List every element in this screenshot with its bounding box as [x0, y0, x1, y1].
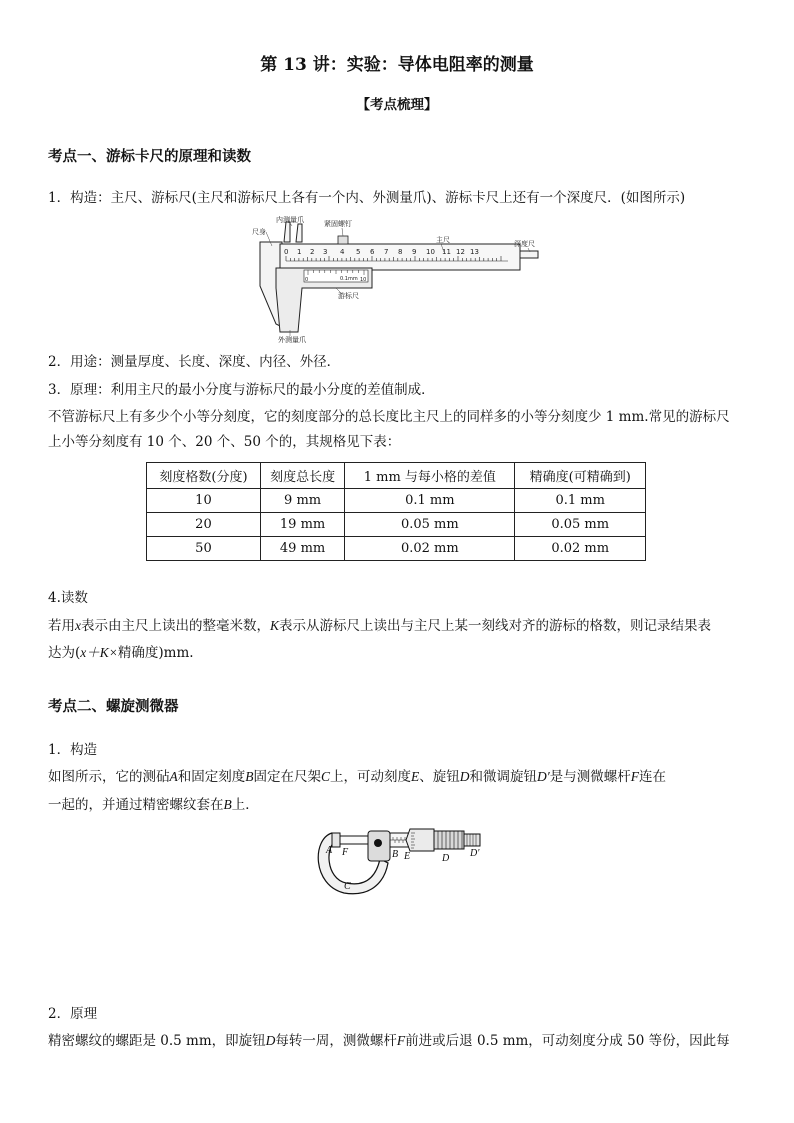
main-tick-label: 8 [398, 248, 403, 256]
depth-gauge-label: 深度尺 [514, 240, 535, 248]
table-cell: 0.1 mm [345, 489, 515, 513]
lock-knob-shape [374, 839, 382, 847]
precision-label: 0.1mm [340, 276, 358, 282]
main-tick-label: 12 [456, 248, 465, 256]
table-row [147, 537, 646, 561]
micrometer-principle-heading: 2．原理 [48, 1006, 98, 1022]
page-subtitle: 【考点梳理】 [356, 97, 438, 113]
construction-paragraph: 1．构造：主尺、游标尺(主尺和游标尺上各有一个内、外测量爪)、游标卡尺上还有一个深度尺．(如图所示) [48, 190, 686, 206]
outer-jaw-label: 外测量爪 [278, 336, 306, 344]
var-c: C [321, 769, 331, 784]
text-segment: 达为( [48, 645, 81, 661]
anvil-shape [332, 833, 340, 847]
vernier-spec-table [146, 462, 646, 561]
var-a: A [169, 769, 178, 784]
ratchet-shape [464, 834, 480, 846]
label-e: E [404, 851, 411, 862]
vernier-tick-label: 0 [305, 277, 309, 283]
table-cell: 0.02 mm [345, 537, 515, 561]
section2-heading: 考点二、螺旋测微器 [48, 698, 179, 715]
main-tick-label: 3 [323, 248, 328, 256]
table-cell: 9 mm [260, 489, 344, 513]
text-segment: 上，可动刻度 [330, 769, 412, 785]
text-segment: 表示从游标尺上读出与主尺上某一刻线对齐的游标的格数，则记录结果表 [279, 618, 712, 634]
micrometer-construction-line2 [48, 795, 259, 815]
inner-jaw-label: 内测量爪 [276, 216, 304, 224]
text-segment: 和固定刻度 [177, 769, 246, 785]
principle-detail-line2: 上小等分刻度有 10 个、20 个、50 个的，其规格见下表： [48, 434, 401, 450]
lock-screw-shape [338, 236, 348, 244]
vernier-tick-label: 10 [360, 277, 367, 283]
label-f: F [342, 847, 349, 858]
text-segment: 、旋钮 [419, 769, 460, 785]
main-tick-label: 1 [297, 248, 302, 256]
lock-screw-label: 紧固螺钉 [324, 220, 352, 228]
table-cell: 10 [147, 489, 261, 513]
text-segment: 连在 [638, 769, 666, 785]
table-cell: 0.05 mm [515, 513, 646, 537]
micrometer-principle-line1 [48, 1031, 730, 1051]
text-segment: 若用 [48, 618, 75, 634]
reading-line1 [48, 616, 711, 636]
micrometer-construction-heading: 1．构造 [48, 742, 98, 758]
reading-line2 [48, 643, 194, 663]
table-cell: 0.02 mm [515, 537, 646, 561]
var-d-prime: D′ [537, 769, 550, 784]
label-b: B [392, 849, 399, 860]
table-cell: 50 [147, 537, 261, 561]
var-d: D [459, 769, 470, 784]
main-tick-label: 10 [426, 248, 435, 256]
text-segment: 上． [231, 797, 259, 813]
text-segment: 如图所示，它的测砧 [48, 769, 170, 785]
micrometer-figure [310, 825, 490, 899]
table-cell: 49 mm [260, 537, 344, 561]
micrometer-construction-line1 [48, 767, 666, 787]
usage-paragraph: 2．用途：测量厚度、长度、深度、内径、外径． [48, 354, 341, 370]
main-tick-label: 4 [340, 248, 345, 256]
table-cell: 0.1 mm [515, 489, 646, 513]
main-tick-label: 6 [370, 248, 375, 256]
var-b: B [245, 769, 254, 784]
vernier-caliper-figure [246, 214, 548, 344]
page-title: 第 13 讲：实验：导体电阻率的测量 [260, 55, 534, 75]
inner-jaw-shape [284, 222, 290, 242]
var-b: B [223, 797, 232, 812]
thimble-shape [406, 829, 434, 851]
table-header-cell: 精确度(可精确到) [515, 463, 646, 489]
principle-paragraph: 3．原理：利用主尺的最小分度与游标尺的最小分度的差值制成． [48, 382, 435, 398]
main-tick-label: 2 [310, 248, 315, 256]
main-tick-label: 5 [356, 248, 361, 256]
principle-detail-line1: 不管游标尺上有多少个小等分刻度，它的刻度部分的总长度比主尺上的同样多的小等分刻度少 1 mm.常见的游标尺 [48, 409, 730, 425]
table-cell: 19 mm [260, 513, 344, 537]
variable-x: x [75, 618, 81, 633]
table-row [147, 489, 646, 513]
table-header-cell: 1 mm 与每小格的差值 [345, 463, 515, 489]
var-e: E [411, 769, 420, 784]
inner-jaw-shape-2 [296, 224, 302, 242]
text-segment: 和微调旋钮 [469, 769, 538, 785]
label-c: C [344, 881, 351, 892]
text-segment: 精确度)mm. [117, 645, 194, 661]
table-cell: 0.05 mm [345, 513, 515, 537]
text-segment: 是与测微螺杆 [549, 769, 631, 785]
label-d-prime: D′ [470, 848, 480, 859]
main-tick-label: 0 [284, 248, 289, 256]
reading-formula: x＋K× [80, 645, 118, 660]
var-f: F [630, 769, 639, 784]
main-tick-label: 11 [442, 248, 451, 256]
main-tick-label: 9 [412, 248, 417, 256]
text-segment: 表示由主尺上读出的整毫米数， [81, 618, 270, 634]
spindle-shape [340, 836, 370, 844]
var-d: D [265, 1033, 276, 1048]
knob-shape [434, 831, 464, 849]
table-cell: 20 [147, 513, 261, 537]
table-header-cell: 刻度格数(分度) [147, 463, 261, 489]
table-header-cell: 刻度总长度 [260, 463, 344, 489]
vernier-label: 游标尺 [338, 292, 359, 300]
label-a: A [326, 845, 333, 856]
text-segment: 前进或后退 0.5 mm，可动刻度分成 50 等份，因此每 [405, 1033, 730, 1049]
reading-heading: 4.读数 [48, 590, 88, 606]
table-header-row [147, 463, 646, 489]
main-tick-label: 7 [384, 248, 389, 256]
label-d: D [442, 853, 450, 864]
text-segment: 固定在尺架 [253, 769, 321, 785]
text-segment: 每转一周，测微螺杆 [275, 1033, 397, 1049]
section1-heading: 考点一、游标卡尺的原理和读数 [48, 148, 251, 165]
text-segment: 精密螺纹的螺距是 0.5 mm，即旋钮 [48, 1033, 266, 1049]
ruler-body-label: 尺身 [252, 228, 266, 236]
main-tick-label: 13 [470, 248, 479, 256]
text-segment: 一起的，并通过精密螺纹套在 [48, 797, 224, 813]
depth-rod [520, 251, 538, 258]
variable-k: K [270, 618, 280, 633]
var-f: F [396, 1033, 406, 1048]
table-row [147, 513, 646, 537]
main-scale-label: 主尺 [436, 236, 450, 244]
